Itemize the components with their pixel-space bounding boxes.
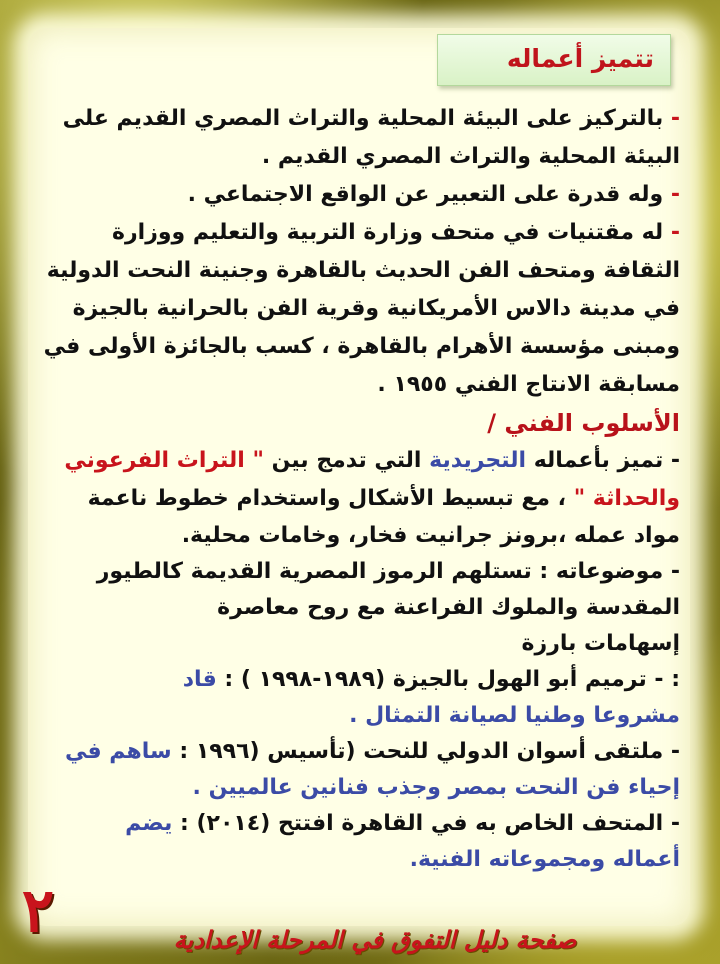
text-line: الثقافة ومتحف الفن الحديث بالقاهرة وجنينة النحت الدولية [46,258,680,283]
text-line [62,480,680,518]
text-line: مواد عمله ،برونز جرانيت فخار، وخامات محلية. [181,523,680,548]
document-body [43,100,680,878]
line-text: : - ترميم أبو الهول بالجيزة (١٩٨٩-١٩٩٨ ) : [216,667,680,692]
text-line: أعماله ومجموعاته الفنية. [409,847,680,872]
text-line [62,214,680,252]
section-heading: الأسلوب الفني / [487,409,680,437]
bullet-dash: - [670,182,680,207]
line-text: ، مع تبسيط الأشكال واستخدام خطوط ناعمة [87,486,574,511]
text-line [62,806,680,842]
text-line [62,176,680,214]
text-line: مسابقة الانتاج الفني ١٩٥٥ . [377,372,680,397]
text-line [62,442,680,480]
highlight-text: قاد [182,667,217,692]
line-text: بالتركيز على البيئة المحلية والتراث المصري القديم على [62,106,671,131]
bullet-dash: - [670,220,680,245]
highlight-text: يضم [125,811,173,836]
highlight-text: ساهم في [64,739,172,764]
title-box [437,34,671,86]
footer-caption: صفحة دليل التفوق في المرحلة الإعدادية [173,925,577,954]
text-line: المقدسة والملوك الفراعنة مع روح معاصرة [217,595,680,620]
text-line: البيئة المحلية والتراث المصري القديم . [261,144,680,169]
line-text: - ملتقى أسوان الدولي للنحت (تأسيس (١٩٩٦ : [171,739,680,764]
highlight-text: التجريدية [429,448,527,473]
text-line: مشروعا وطنيا لصيانة التمثال . [349,703,680,728]
page-title: تتميز أعماله [506,44,654,73]
bullet-dash: - [670,106,680,131]
text-line [62,734,680,770]
text-line: في مدينة دالاس الأمريكانية وقرية الفن بالحرانية بالجيزة [72,296,680,321]
line-text: التي تدمج بين [263,448,430,473]
text-line: إحياء فن النحت بمصر وجذب فنانين عالميين . [192,775,680,800]
text-line: - موضوعاته : تستلهم الرموز المصرية القديمة كالطيور [96,559,680,584]
line-text: له مقتنيات في متحف وزارة التربية والتعليم ووزارة [112,220,671,245]
text-line [62,662,680,698]
line-text: - المتحف الخاص به في القاهرة افتتح (٢٠١٤) : [172,811,680,836]
highlight-text: والحداثة " [573,486,680,511]
text-line: ومبنى مؤسسة الأهرام بالقاهرة ، كسب بالجائزة الأولى في [43,334,680,359]
page-number: ٢ [21,876,55,946]
text-line: إسهامات بارزة [521,631,680,656]
text-line [62,100,680,138]
line-text: وله قدرة على التعبير عن الواقع الاجتماعي . [187,182,671,207]
highlight-text: " التراث الفرعوني [64,448,264,473]
line-text: - تميز بأعماله [526,448,680,473]
